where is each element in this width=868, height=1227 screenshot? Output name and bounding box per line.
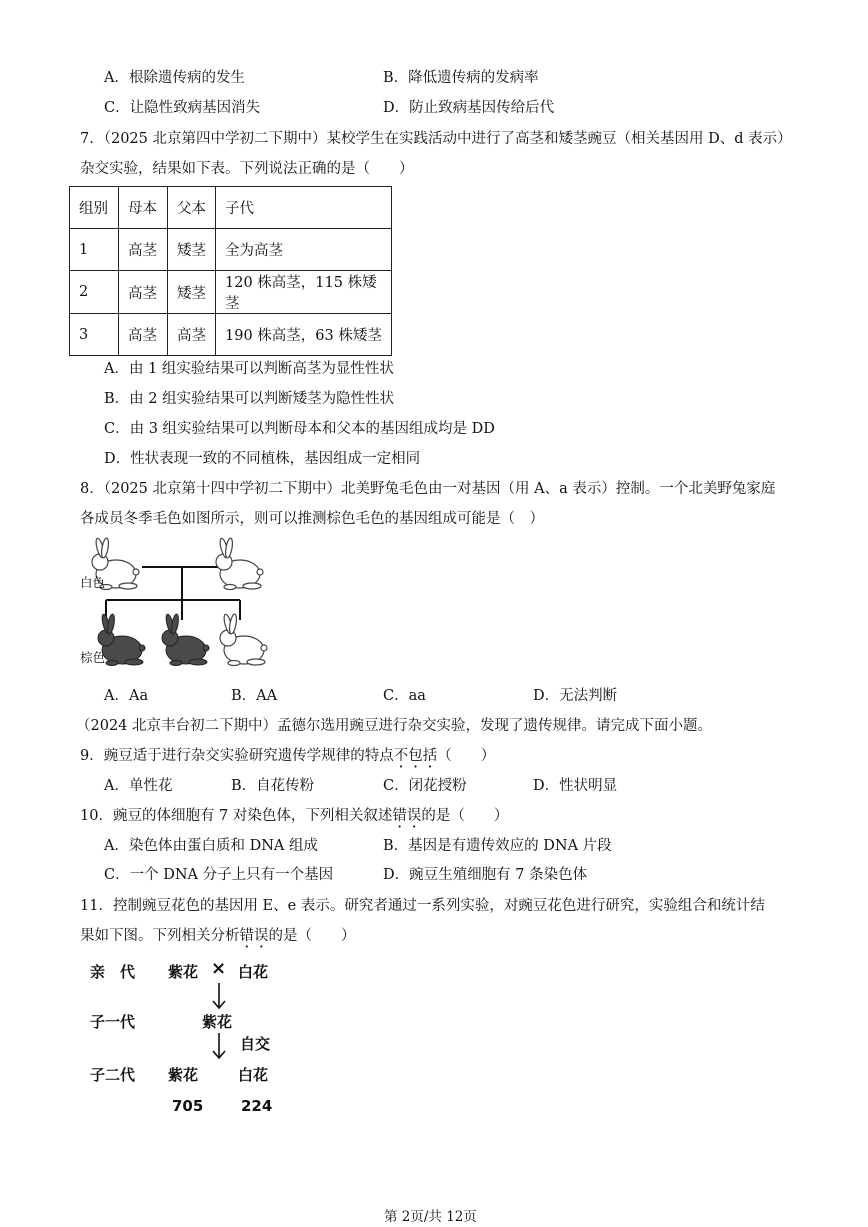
table-header-cell: 组别 (70, 187, 119, 229)
q7-option-c: C．由 3 组实验结果可以判断母本和父本的基因组成均是 DD (104, 421, 495, 437)
f1-generation-label: 子一代 (90, 1013, 136, 1031)
q9-option-c: C．闭花授粉 (383, 778, 467, 794)
group-intro: （2024 北京丰台初二下期中）孟德尔选用豌豆进行杂交实验，发现了遗传规律。请完成下面小题。 (76, 718, 713, 734)
q8-option-d: D．无法判断 (533, 688, 618, 704)
f2-left-count: 705 (172, 1097, 204, 1115)
table-cell: 120 株高茎，115 株矮茎 (216, 271, 392, 314)
table-cell: 高茎 (168, 314, 216, 356)
table-header-cell: 子代 (216, 187, 392, 229)
emphasis-char: 误 (254, 928, 269, 944)
parent-left-phenotype: 紫花 (168, 963, 199, 981)
q10-option-b: B．基因是有遗传效应的 DNA 片段 (383, 838, 612, 854)
f1-phenotype: 紫花 (202, 1013, 233, 1031)
q6-option-a: A．根除遗传病的发生 (104, 70, 245, 86)
parent-right-phenotype: 白花 (238, 963, 269, 981)
table-header-row (70, 187, 392, 229)
q7-results-table (69, 186, 392, 356)
q10-stem-post: 的是（ ） (421, 808, 509, 824)
table-cell: 高茎 (119, 271, 168, 314)
q6-option-c: C．让隐性致病基因消失 (104, 100, 261, 116)
table-cell: 190 株高茎，63 株矮茎 (216, 314, 392, 356)
table-cell: 高茎 (119, 314, 168, 356)
arrow-down-icon (209, 1033, 229, 1061)
q9-option-b: B．自花传粉 (231, 778, 315, 794)
q10-option-a: A．染色体由蛋白质和 DNA 组成 (104, 838, 318, 854)
white-rabbit-parent-right (216, 538, 263, 590)
q7-stem-line2: 杂交实验，结果如下表。下列说法正确的是（ ） (80, 161, 414, 177)
f2-generation-label: 子二代 (90, 1066, 136, 1084)
table-cell: 矮茎 (168, 271, 216, 314)
emphasis-char: 误 (406, 808, 422, 824)
f2-right-count: 224 (241, 1097, 273, 1115)
q7-option-d: D．性状表现一致的不同植株，基因组成一定相同 (104, 451, 421, 467)
selfing-label: 自交 (240, 1035, 271, 1053)
brown-rabbit-offspring-1 (98, 614, 145, 666)
q8-option-a: A．Aa (104, 688, 149, 704)
q9-stem-pre: 9．豌豆适于进行杂交实验研究遗传学规律的特点 (80, 748, 394, 764)
q9-stem (80, 744, 495, 765)
q9-option-d: D．性状明显 (533, 778, 618, 794)
brown-rabbit-offspring-2 (162, 614, 209, 666)
q7-stem-line1: 7．（2025 北京第四中学初二下期中）某校学生在实践活动中进行了高茎和矮茎豌豆（相关基因用 D、d 表示） (80, 131, 792, 147)
q11-stem-pre: 果如下图。下列相关分析 (80, 928, 240, 944)
cross-symbol: × (211, 958, 227, 979)
q10-stem-pre: 10．豌豆的体细胞有 7 对染色体，下列相关叙述 (80, 808, 393, 824)
arrow-down-icon (209, 983, 229, 1011)
table-header-cell: 父本 (168, 187, 216, 229)
q11-stem-line2 (80, 924, 356, 945)
table-cell: 高茎 (119, 229, 168, 271)
f2-left-phenotype: 紫花 (168, 1066, 199, 1084)
f2-right-phenotype: 白花 (238, 1066, 269, 1084)
table-row (70, 314, 392, 356)
q10-option-c: C．一个 DNA 分子上只有一个基因 (104, 867, 334, 883)
q10-option-d: D．豌豆生殖细胞有 7 条染色体 (383, 867, 588, 883)
emphasis-char: 不 (393, 748, 409, 764)
table-cell: 2 (70, 271, 119, 314)
table-cell: 3 (70, 314, 119, 356)
q11-stem-line1: 11．控制豌豆花色的基因用 E、e 表示。研究者通过一系列实验，对豌豆花色进行研究，实验组合和统计结 (80, 898, 765, 914)
figure-label-brown: 棕色 (80, 650, 106, 665)
q9-stem-post: （ ） (437, 748, 496, 764)
figure-label-white: 白色 (80, 575, 106, 590)
table-header-cell: 母本 (119, 187, 168, 229)
parent-generation-label: 亲 代 (90, 963, 136, 981)
q10-stem (80, 804, 508, 825)
q7-option-b: B．由 2 组实验结果可以判断矮茎为隐性性状 (104, 391, 395, 407)
table-row (70, 271, 392, 314)
q8-option-c: C．aa (383, 688, 426, 704)
rabbit-family-figure (76, 536, 276, 676)
white-rabbit-offspring-3 (220, 614, 267, 666)
q8-stem-line2: 各成员冬季毛色如图所示，则可以推测棕色毛色的基因组成可能是（ ） (80, 511, 544, 527)
emphasis-char: 错 (392, 808, 407, 824)
q8-stem-line1: 8．（2025 北京第十四中学初二下期中）北美野兔毛色由一对基因（用 A、a 表示）控制。一个北美野兔家庭 (80, 481, 776, 497)
q6-option-d: D．防止致病基因传给后代 (383, 100, 555, 116)
q9-option-a: A．单性花 (104, 778, 173, 794)
q8-option-b: B．AA (231, 688, 278, 704)
emphasis-char: 包 (408, 748, 423, 764)
q7-option-a: A．由 1 组实验结果可以判断高茎为显性性状 (104, 361, 394, 377)
q11-stem-post: 的是（ ） (268, 928, 356, 944)
page-footer: 第 2页/共 12页 (384, 1209, 477, 1225)
emphasis-char: 错 (239, 928, 254, 944)
q6-option-b: B．降低遗传病的发病率 (383, 70, 539, 86)
table-cell: 1 (70, 229, 119, 271)
table-cell: 全为高茎 (216, 229, 392, 271)
emphasis-char: 括 (422, 748, 438, 764)
table-cell: 矮茎 (168, 229, 216, 271)
table-row (70, 229, 392, 271)
